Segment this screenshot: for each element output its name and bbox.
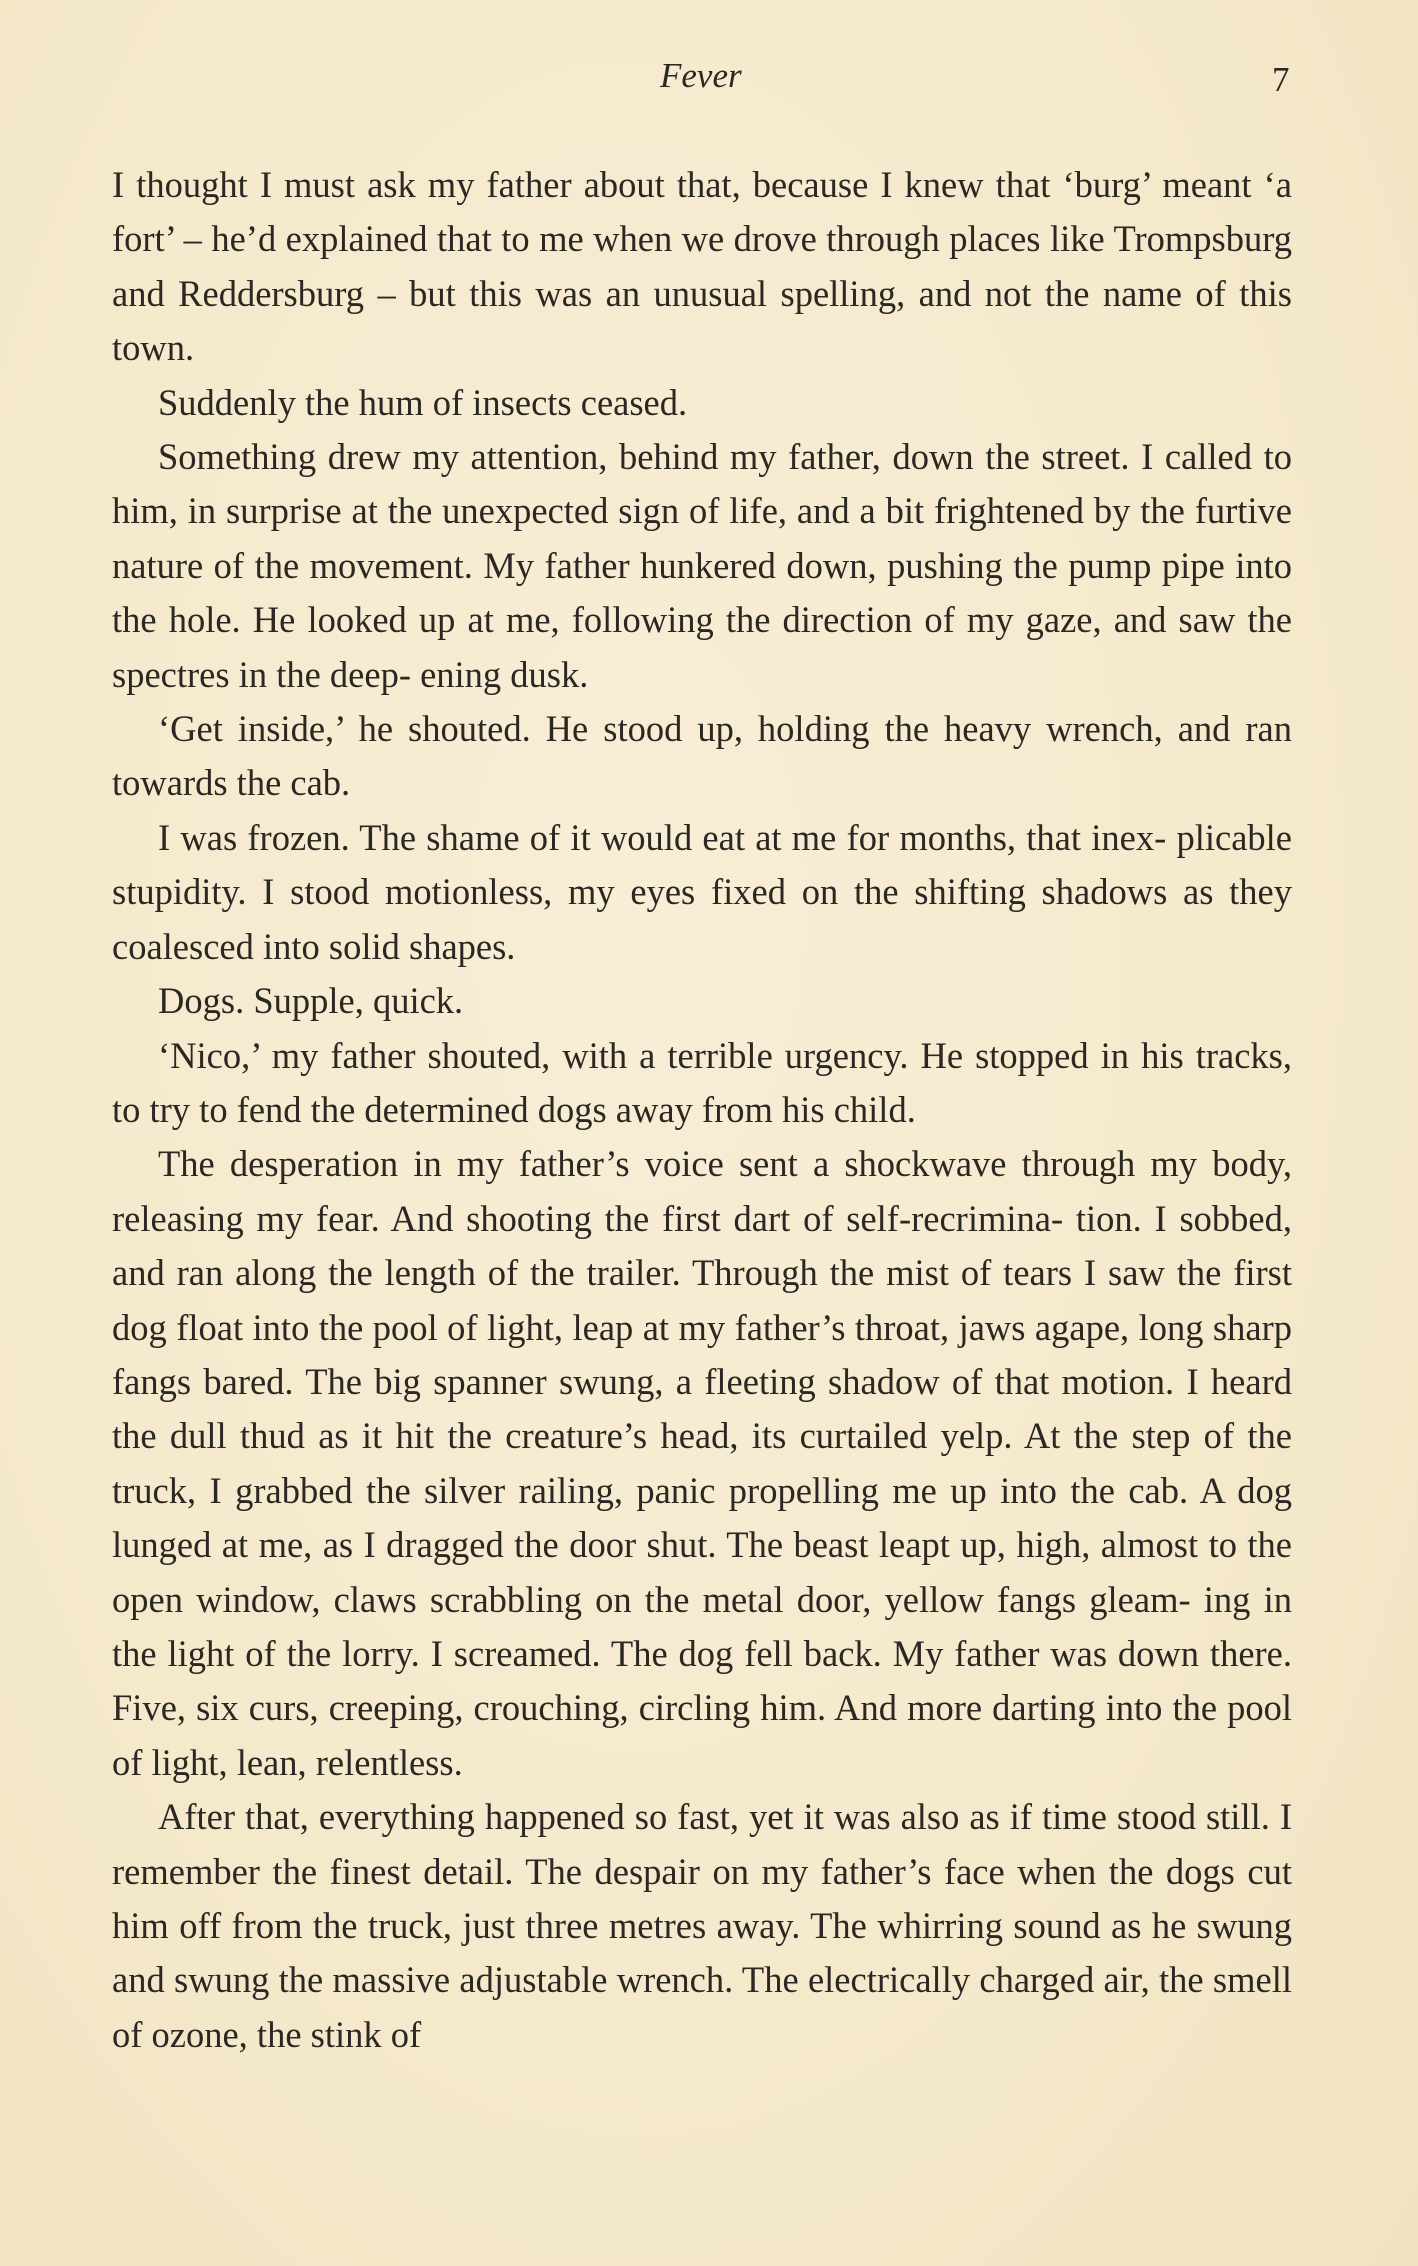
paragraph-3: Something drew my attention, behind my father, down the street. I called to him, in surprise at the unexpected sign of life, and a bit frightened by the furtive nature of the movement. My father hunkered down, pushing the pump pipe into the hole. He looked up at me, following the direction of my gaze, and saw the spectres in the deep- ening dusk. — [112, 436, 1292, 695]
paragraph-8: The desperation in my father’s voice sent a shockwave through my body, releasing my fear. And shooting the first dart of self-recrimina- tion. I sobbed, and ran along the length of the trailer. Through the mist of tears I saw the first dog float into the pool of light, leap at my father’s throat, jaws agape, long sharp fangs bared. The big spanner swung, a fleeting shadow of that motion. I heard the dull thud as it hit the creature’s head, its curtailed yelp. At the step of the truck, I grabbed the silver railing, panic propelling me up into the cab. A dog lunged at me, as I dragged the door shut. The beast leapt up, high, almost to the open window, claws scrabbling on the metal door, yellow fangs gleam- ing in the light of the lorry. I screamed. The dog fell back. My father was down there. Five, six curs, creeping, crouching, circling him. And more darting into the pool of light, lean, relentless. — [112, 1143, 1292, 1783]
paragraph-7: ‘Nico,’ my father shouted, with a terrible urgency. He stopped in his tracks, to try to fend the determined dogs away from his child. — [112, 1034, 1292, 1130]
paragraph-1: I thought I must ask my father about that, because I knew that ‘burg’ meant ‘a fort’ – he’d explained that to me when we drove through places like Trompsburg and Reddersburg – but this was an unusual spelling, and not the name of this town. — [112, 164, 1292, 369]
page-number: 7 — [1272, 60, 1290, 99]
running-title: Fever — [660, 56, 742, 95]
body-text — [112, 158, 1292, 2062]
paragraph-6: Dogs. Supple, quick. — [158, 980, 464, 1022]
paragraph-9: After that, everything happened so fast, yet it was also as if time stood still. I remember the finest detail. The despair on my father’s face when the dogs cut him off from the truck, just three metres away. The whirring sound as he swung and swung the massive adjustable wrench. The electrically charged air, the smell of ozone, the stink of — [112, 1796, 1292, 2055]
paragraph-4: ‘Get inside,’ he shouted. He stood up, holding the heavy wrench, and ran towards the cab. — [112, 708, 1292, 804]
running-head — [0, 56, 1418, 106]
paragraph-2: Suddenly the hum of insects ceased. — [158, 381, 688, 423]
paragraph-5: I was frozen. The shame of it would eat at me for months, that inex- plicable stupidity. I stood motionless, my eyes fixed on the shifting shadows as they coalesced into solid shapes. — [112, 816, 1292, 967]
